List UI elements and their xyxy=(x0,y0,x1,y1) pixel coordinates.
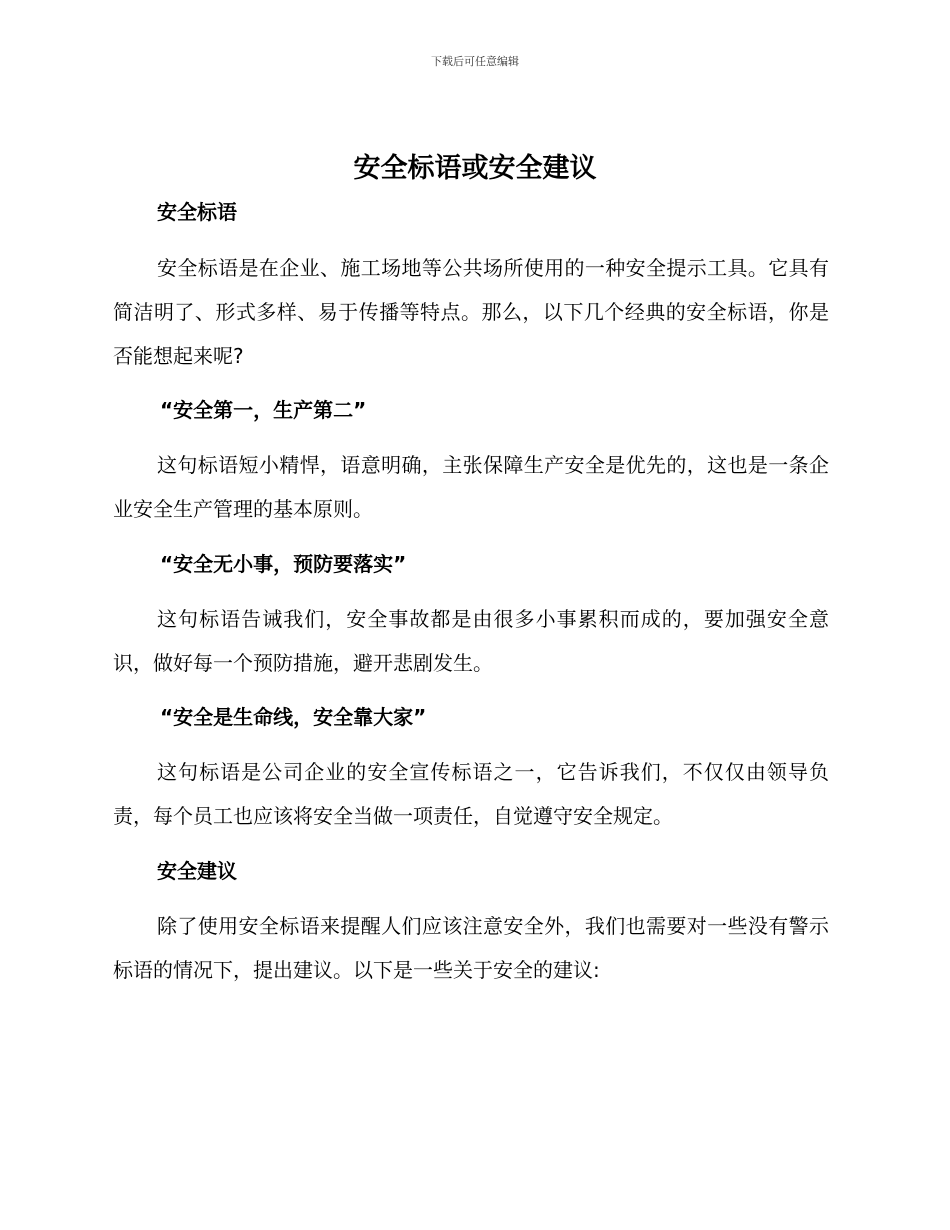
section-heading-advice: 安全建议 xyxy=(157,859,237,883)
slogan-desc-1: 这句标语短小精悍，语意明确，主张保障生产安全是优先的，这也是一条企业安全生产管理的基本原则。 xyxy=(113,453,829,521)
document-title: 安全标语或安全建议 xyxy=(353,153,597,184)
header-note: 下载后可任意编辑 xyxy=(431,55,519,68)
slogan-heading-2: “安全无小事，预防要落实” xyxy=(160,552,407,576)
intro-paragraph: 安全标语是在企业、施工场地等公共场所使用的一种安全提示工具。它具有简洁明了、形式多样、易于传播等特点。那么，以下几个经典的安全标语，你是否能想起来呢? xyxy=(113,256,829,368)
advice-intro-paragraph: 除了使用安全标语来提醒人们应该注意安全外，我们也需要对一些没有警示标语的情况下，提出建议。以下是一些关于安全的建议: xyxy=(113,914,829,982)
slogan-desc-2: 这句标语告诫我们，安全事故都是由很多小事累积而成的，要加强安全意识，做好每一个预防措施，避开悲剧发生。 xyxy=(113,607,829,675)
slogan-desc-3: 这句标语是公司企业的安全宣传标语之一，它告诉我们，不仅仅由领导负责，每个员工也应该将安全当做一项责任，自觉遵守安全规定。 xyxy=(113,760,829,828)
slogan-heading-3: “安全是生命线，安全靠大家” xyxy=(160,705,427,729)
section-heading-slogans: 安全标语 xyxy=(157,200,237,224)
slogan-heading-1: “安全第一，生产第二” xyxy=(160,398,367,422)
